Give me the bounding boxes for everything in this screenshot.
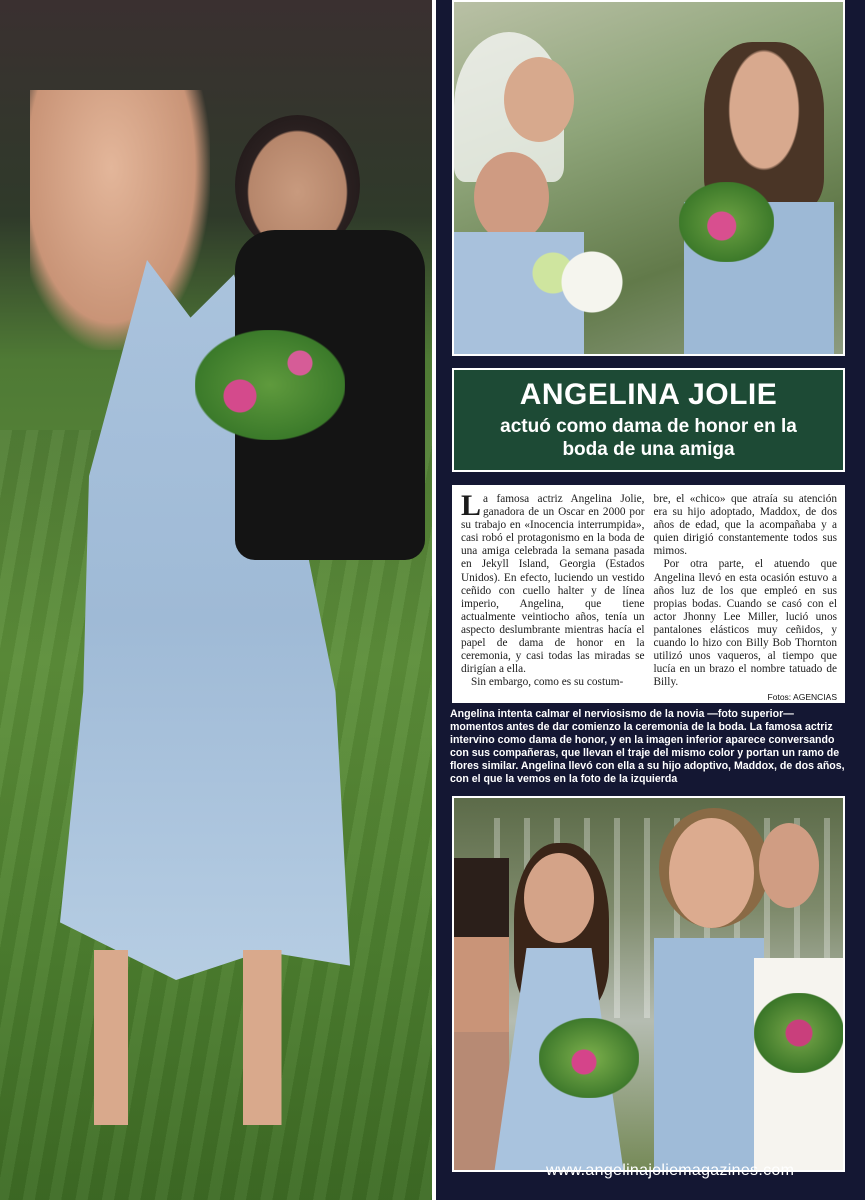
bridesmaid-face [474,152,549,242]
drop-cap: L [461,489,482,522]
headline: ANGELINA JOLIE [519,378,778,411]
article-paragraph: Por otra parte, el atuendo que Angelina llevó en esta ocasión estuvo a años luz de los que empleó en sus propias bodas. Cuando se casó con el actor Jhonny Lee Miller, lució unos pantalones elásticos muy ceñidos, y cuando lo hizo con Billy Bob Thornton utilizó unos vaqueros, al tiempo que lucía en un brazo el nombre tatuado de Billy. [653,558,837,689]
article-paragraph: Sin embargo, como es su costum- [471,676,624,689]
bridesmaid-face [669,818,754,928]
bride-face [504,57,574,142]
article-column-1 [461,489,645,693]
left-photo [0,0,432,1200]
photo-credit: Fotos: AGENCIAS [767,692,837,703]
woman-left-edge [454,858,509,1172]
bouquet [539,1018,639,1098]
article-paragraph [461,489,645,676]
photo-caption: Angelina intenta calmar el nerviosismo de la novia —foto superior— momentos antes de dar comienzo la ceremonia de la boda. La famosa actriz intervino como dama de honor, y en la imagen inferior aparece conversando con sus compañeras, que llevan el traje del mismo color y portan un ramo de flores similar. Angelina llevó con ella a su hijo adoptivo, Maddox, de dos años, con el que la vemos en la foto de la izquierda [450,708,845,785]
angelina-face [524,853,594,943]
bouquet [754,993,844,1073]
bouquet [195,330,345,440]
headline-box [452,368,845,472]
paragraph-text: a famosa actriz Angelina Jolie, ganadora de un Oscar en 2000 por su trabajo en «Inocencia interrumpida», casi robó el protagonismo en la boda de una amiga celebrada la semana pasada en Jekyll Island, Georgia (Estados Unidos). En efecto, luciendo un vestido ceñido con cuello halter y de línea imperio, Angelina, que tiene actualmente veintiocho años, tenía un aspecto deslumbrante mientras hacía el papel de dama de honor en la ceremonia, y casi todas las miradas se dirigían a ella. [461,493,645,676]
article-body [452,485,845,703]
bottom-photo [452,796,845,1172]
subheadline-line-2: boda de una amiga [562,439,735,460]
watermark: www.angelinajoliemagazines.com [546,1162,795,1179]
subheadline-line-1: actuó como dama de honor en la [500,416,797,437]
bridesmaid-dress [654,938,764,1172]
top-photo [452,0,845,356]
legs [75,950,315,1125]
bride-face [759,823,819,908]
subheadline [454,415,843,461]
article-column-2 [653,493,838,703]
bouquet [679,182,774,262]
white-flowers [514,237,644,327]
article-paragraph: bre, el «chico» que atraía su atención era su hijo adoptado, Maddox, de dos años de edad, que la acompañaba y a quien dirigió constantemente todos sus mimos. [653,493,837,558]
